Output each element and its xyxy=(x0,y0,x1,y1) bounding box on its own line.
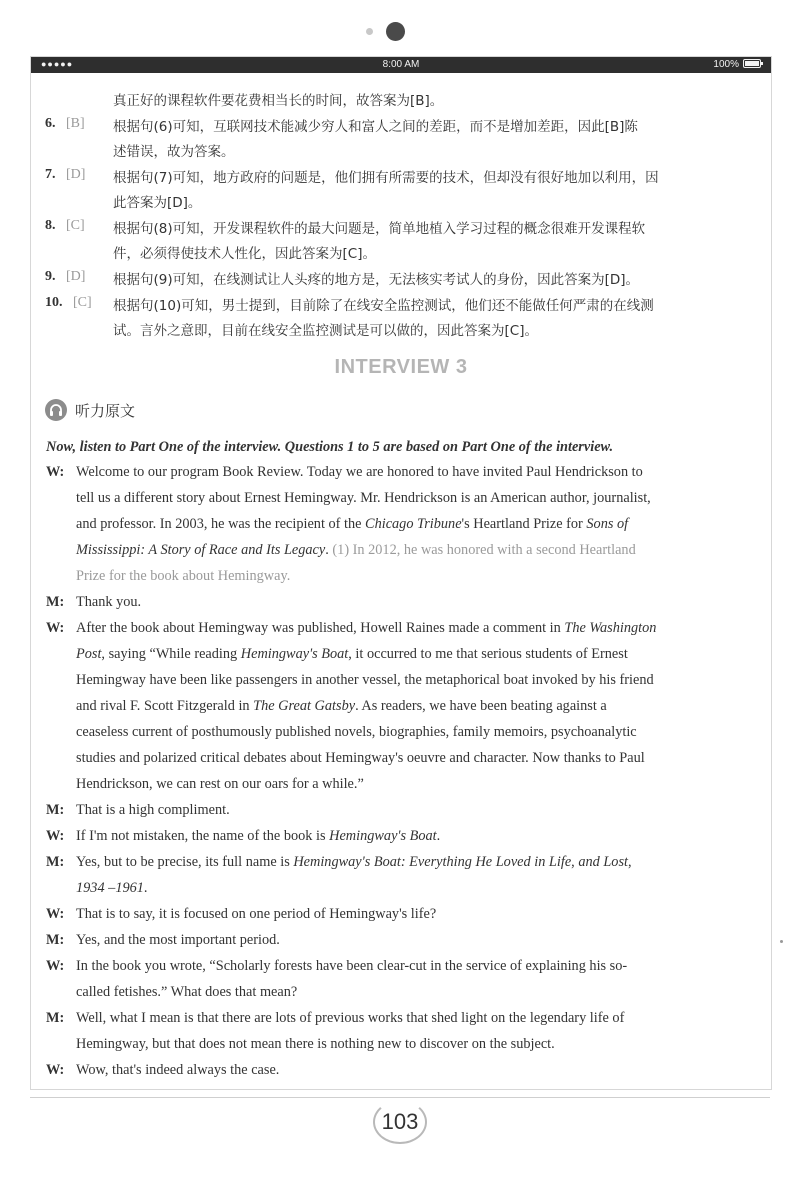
listen-section-label: 听力原文 xyxy=(75,402,136,420)
sensor-dot xyxy=(366,28,373,35)
answer-number: 7. xyxy=(45,167,56,182)
tablet-frame xyxy=(30,56,772,1090)
speaker-label: M: xyxy=(46,1010,65,1026)
transcript-line: Mississippi: A Story of Race and Its Legacy. (1) In 2012, he was honored with a second Heartland xyxy=(76,542,636,558)
transcript-line: Post, saying “While reading Hemingway's Boat, it occurred to me that serious students of Ernest xyxy=(76,646,628,662)
transcript-line: Hemingway, but that does not mean there is nothing new to discover on the subject. xyxy=(76,1036,555,1052)
answer-text: 件，必须得使技术人性化，因此答案为[C]。 xyxy=(113,246,376,262)
transcript-line: ceaseless current of posthumously published novels, biographies, family memoirs, psychoanalytic xyxy=(76,724,637,740)
transcript-line: If I'm not mistaken, the name of the book is Hemingway's Boat. xyxy=(76,828,441,844)
status-bar xyxy=(31,57,771,73)
battery-status xyxy=(713,59,761,70)
transcript-line: Wow, that's indeed always the case. xyxy=(76,1062,280,1078)
transcript-line: tell us a different story about Ernest Hemingway. Mr. Hendrickson is an American author, journalist, xyxy=(76,490,651,506)
answer-key: [D] xyxy=(66,269,86,284)
transcript-line: Thank you. xyxy=(76,594,142,610)
answer-continuation: 真正好的课程软件要花费相当长的时间，故答案为[B]。 xyxy=(113,93,444,109)
answer-text: 述错误，故为答案。 xyxy=(113,144,235,160)
speaker-label: M: xyxy=(46,802,65,818)
speaker-label: W: xyxy=(46,1062,65,1078)
transcript-line: and professor. In 2003, he was the recipient of the Chicago Tribune's Heartland Prize for Sons of xyxy=(76,516,629,532)
transcript-line: Hendrickson, we can rest on our oars for a while.” xyxy=(76,776,364,792)
speaker-label: W: xyxy=(46,828,65,844)
answer-number: 9. xyxy=(45,269,56,284)
transcript-line: Welcome to our program Book Review. Today we are honored to have invited Paul Hendrickson to xyxy=(76,464,643,480)
answer-number: 10. xyxy=(45,295,63,310)
answer-text: 根据句(8)可知，开发课程软件的最大问题是，简单地植入学习过程的概念很难开发课程软 xyxy=(113,221,646,237)
transcript-line: That is to say, it is focused on one period of Hemingway's life? xyxy=(76,906,437,922)
transcript-line: That is a high compliment. xyxy=(76,802,230,818)
transcript-line: and rival F. Scott Fitzgerald in The Great Gatsby. As readers, we have been beating against a xyxy=(76,698,607,714)
speaker-label: M: xyxy=(46,932,65,948)
answer-text: 根据句(6)可知，互联网技术能减少穷人和富人之间的差距，而不是增加差距，因此[B]陈 xyxy=(113,119,638,135)
transcript-line: called fetishes.” What does that mean? xyxy=(76,984,298,1000)
answer-key: [B] xyxy=(66,116,85,131)
camera-bar xyxy=(0,22,800,42)
speaker-label: M: xyxy=(46,854,65,870)
speaker-label: W: xyxy=(46,620,65,636)
answer-text: 根据句(7)可知，地方政府的问题是，他们拥有所需要的技术，但却没有很好地加以利用，因 xyxy=(113,170,659,186)
signal-indicator: ●●●●● xyxy=(41,59,74,69)
section-title: INTERVIEW 3 xyxy=(334,356,468,378)
speaker-label: M: xyxy=(46,594,65,610)
transcript-line: After the book about Hemingway was published, Howell Raines made a comment in The Washington xyxy=(76,620,657,636)
camera-lens xyxy=(386,22,405,41)
transcript-line: Yes, but to be precise, its full name is Hemingway's Boat: Everything He Loved in Life, and Lost, xyxy=(76,854,632,870)
answer-key: [C] xyxy=(73,295,92,310)
battery-icon xyxy=(743,59,761,68)
answer-number: 6. xyxy=(45,116,56,131)
speaker-label: W: xyxy=(46,958,65,974)
answer-number: 8. xyxy=(45,218,56,233)
transcript-line: Well, what I mean is that there are lots of previous works that shed light on the legendary life of xyxy=(76,1010,625,1026)
answer-text: 根据句(10)可知，男士提到，目前除了在线安全监控测试，他们还不能做任何严肃的在线测 xyxy=(113,298,654,314)
transcript-line: Prize for the book about Hemingway. xyxy=(76,568,291,584)
headphones-icon xyxy=(45,399,67,421)
transcript-line: In the book you wrote, “Scholarly forests have been clear-cut in the service of explaining his so- xyxy=(76,958,628,974)
page-number: 103 xyxy=(373,1100,427,1144)
speaker-label: W: xyxy=(46,464,65,480)
status-time: 8:00 AM xyxy=(382,59,420,70)
answer-text: 此答案为[D]。 xyxy=(113,195,202,211)
transcript-line: studies and polarized critical debates about Hemingway's oeuvre and character. Now thanks to Paul xyxy=(76,750,645,766)
transcript-line: 1934 –1961. xyxy=(76,880,148,896)
page-divider xyxy=(30,1097,770,1098)
transcript-line: Yes, and the most important period. xyxy=(76,932,280,948)
answer-text: 试。言外之意即，目前在线安全监控测试是可以做的，因此答案为[C]。 xyxy=(113,323,538,339)
answer-text: 根据句(9)可知，在线测试让人头疼的地方是，无法核实考试人的身份，因此答案为[D]。 xyxy=(113,272,640,288)
instruction: Now, listen to Part One of the interview. Questions 1 to 5 are based on Part One of the interview. xyxy=(46,439,614,455)
battery-percent: 100% xyxy=(713,59,739,70)
answer-key: [C] xyxy=(66,218,85,233)
margin-mark xyxy=(780,940,783,943)
answer-key: [D] xyxy=(66,167,86,182)
transcript-line: Hemingway have been like passengers in another vessel, the metaphorical boat invoked by his friend xyxy=(76,672,654,688)
speaker-label: W: xyxy=(46,906,65,922)
